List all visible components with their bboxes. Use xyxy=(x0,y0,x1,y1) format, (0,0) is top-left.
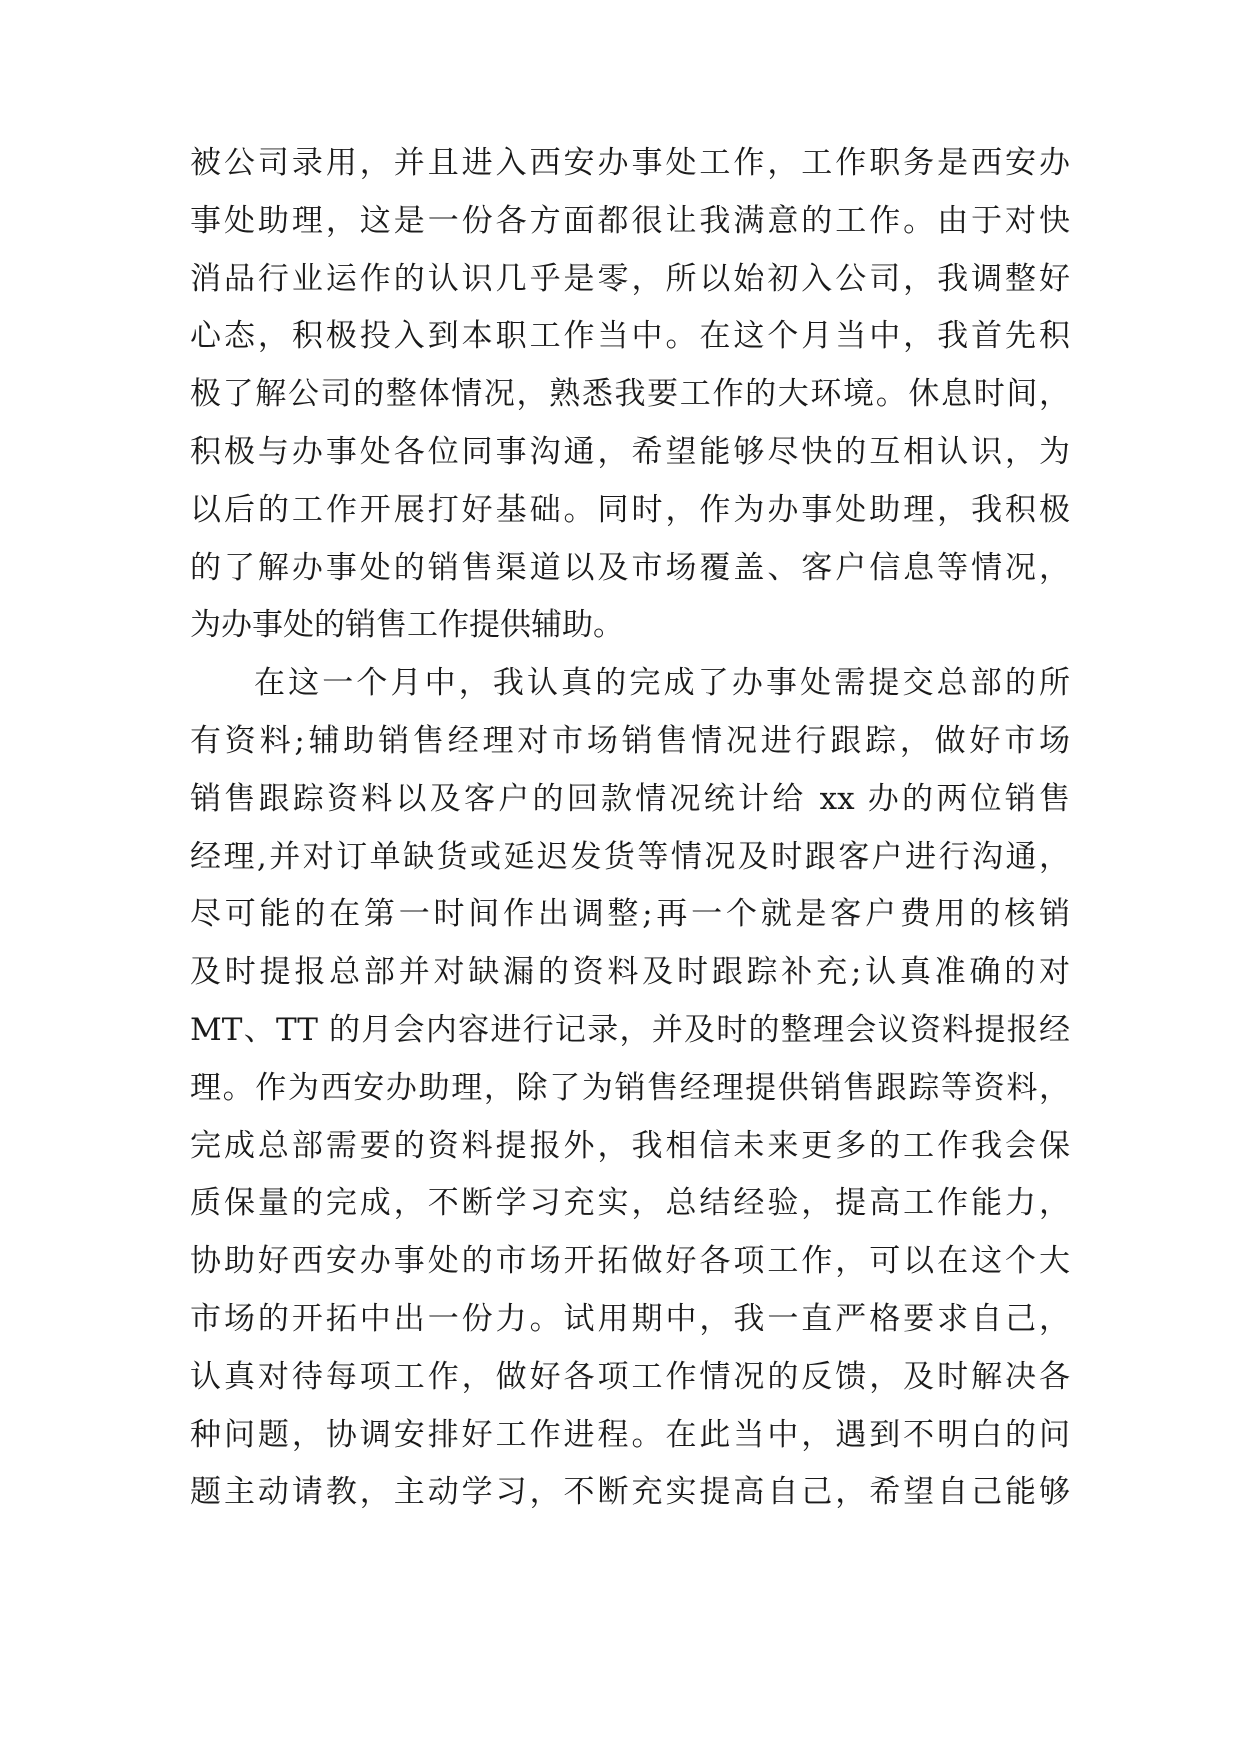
text-line: 为办事处的销售工作提供辅助。 xyxy=(190,607,624,644)
text-line: 经理,并对订单缺货或延迟发货等情况及时跟客户进行沟通， xyxy=(190,838,1070,875)
paragraph xyxy=(190,135,1070,655)
text-line: 以后的工作开展打好基础。同时，作为办事处助理，我积极 xyxy=(190,491,1070,528)
text-line: 极了解公司的整体情况，熟悉我要工作的大环境。休息时间， xyxy=(190,376,1070,413)
text-line: 种问题，协调安排好工作进程。在此当中，遇到不明白的问 xyxy=(190,1416,1070,1453)
text-line: 销售跟踪资料以及客户的回款情况统计给 xx 办的两位销售 xyxy=(190,780,1070,817)
text-line: 消品行业运作的认识几乎是零，所以始初入公司，我调整好 xyxy=(190,260,1070,297)
text-line: 认真对待每项工作，做好各项工作情况的反馈，及时解决各 xyxy=(190,1358,1070,1395)
text-line: 市场的开拓中出一份力。试用期中，我一直严格要求自己， xyxy=(190,1300,1070,1337)
paragraph xyxy=(190,655,1070,1522)
body-text xyxy=(190,135,1070,1522)
text-line: 积极与办事处各位同事沟通，希望能够尽快的互相认识，为 xyxy=(190,433,1070,470)
text-line: 有资料;辅助销售经理对市场销售情况进行跟踪，做好市场 xyxy=(190,722,1070,759)
text-line: 的了解办事处的销售渠道以及市场覆盖、客户信息等情况， xyxy=(190,549,1070,586)
text-line: 完成总部需要的资料提报外，我相信未来更多的工作我会保 xyxy=(190,1127,1070,1164)
text-line: 在这一个月中，我认真的完成了办事处需提交总部的所 xyxy=(254,665,1070,702)
text-line: MT、TT 的月会内容进行记录，并及时的整理会议资料提报经 xyxy=(190,1011,1070,1048)
text-line: 理。作为西安办助理，除了为销售经理提供销售跟踪等资料， xyxy=(190,1069,1070,1106)
text-line: 质保量的完成，不断学习充实，总结经验，提高工作能力， xyxy=(190,1185,1070,1222)
text-line: 事处助理，这是一份各方面都很让我满意的工作。由于对快 xyxy=(190,202,1070,239)
text-line: 心态，积极投入到本职工作当中。在这个月当中，我首先积 xyxy=(190,318,1070,355)
text-line: 协助好西安办事处的市场开拓做好各项工作，可以在这个大 xyxy=(190,1243,1070,1280)
text-line: 被公司录用，并且进入西安办事处工作，工作职务是西安办 xyxy=(190,145,1070,181)
text-line: 及时提报总部并对缺漏的资料及时跟踪补充;认真准确的对 xyxy=(190,954,1070,991)
text-line: 题主动请教，主动学习，不断充实提高自己，希望自己能够 xyxy=(190,1474,1070,1511)
text-line: 尽可能的在第一时间作出调整;再一个就是客户费用的核销 xyxy=(190,896,1070,933)
